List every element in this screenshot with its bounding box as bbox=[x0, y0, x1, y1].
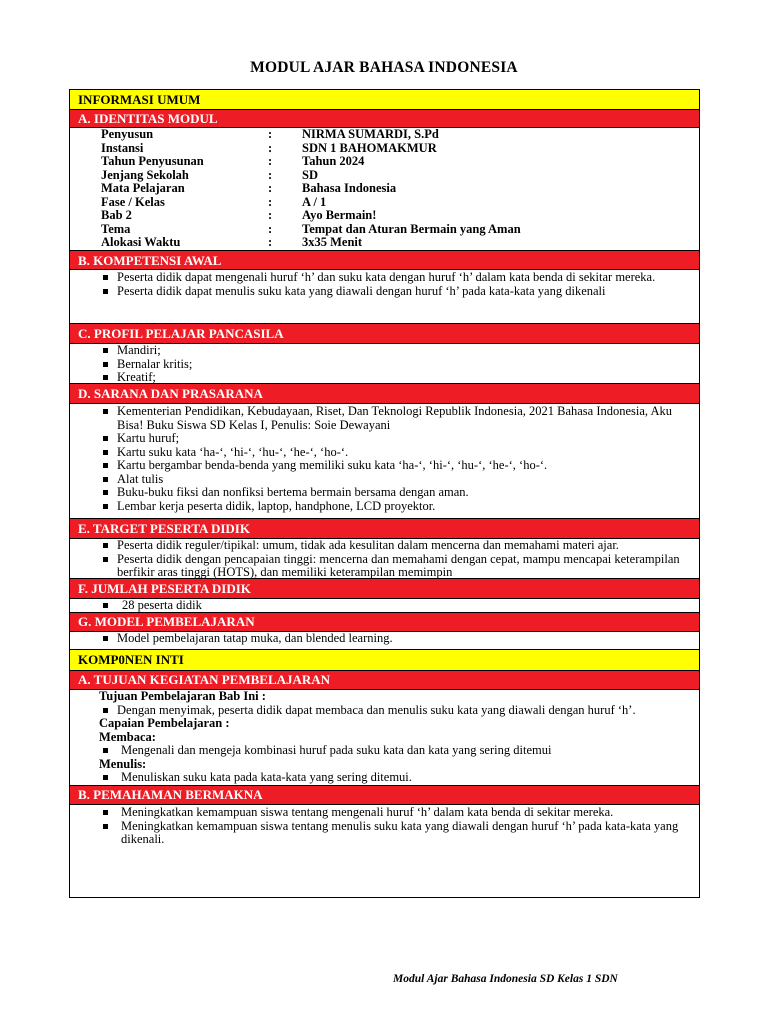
sarana-prasarana-header: D. SARANA DAN PRASARANA bbox=[70, 384, 699, 404]
jumlah-peserta-section bbox=[70, 599, 699, 613]
komponen-inti-header: KOMP0NEN INTI bbox=[70, 650, 699, 671]
target-peserta-section bbox=[70, 539, 699, 579]
list-item: Alat tulis bbox=[70, 473, 699, 487]
kompetensi-awal-header: B. KOMPETENSI AWAL bbox=[70, 250, 699, 270]
list-item: Meningkatkan kemampuan siswa tentang mengenali huruf ‘h’ dalam kata benda di sekitar mereka. bbox=[70, 806, 699, 820]
subheading: Tujuan Pembelajaran Bab Ini : bbox=[99, 689, 266, 703]
list-item: 28 peserta didik bbox=[70, 599, 699, 613]
pemahaman-bermakna-header: B. PEMAHAMAN BERMAKNA bbox=[70, 786, 699, 805]
list-item: Mengenali dan mengeja kombinasi huruf pada suku kata dan kata yang sering ditemui bbox=[70, 744, 699, 758]
list-item: Peserta didik dapat mengenali huruf ‘h’ dan suku kata dengan huruf ‘h’ dalam kata benda di sekitar mereka. bbox=[70, 271, 699, 285]
page-footer: Modul Ajar Bahasa Indonesia SD Kelas 1 SDN bbox=[393, 973, 618, 985]
sarana-prasarana-section bbox=[70, 404, 699, 519]
module-table bbox=[69, 89, 700, 898]
list-item: Model pembelajaran tatap muka, dan blended learning. bbox=[70, 632, 699, 646]
list-item: Meningkatkan kemampuan siswa tentang menulis suku kata yang diawali dengan huruf ‘h’ pada kata-kata yang dikenali. bbox=[70, 820, 699, 847]
list-item: Mandiri; bbox=[70, 344, 699, 358]
list-item: Buku-buku fiksi dan nonfiksi bertema bermain bersama dengan aman. bbox=[70, 486, 699, 500]
list-item: Bernalar kritis; bbox=[70, 358, 699, 372]
model-pembelajaran-header: G. MODEL PEMBELAJARAN bbox=[70, 613, 699, 632]
list-item: Peserta didik dengan pencapaian tinggi: mencerna dan memahami dengan cepat, mampu mencapai keterampilan berfikir aras tinggi (HOTS), dan memiliki keterampilan memimpin bbox=[70, 553, 699, 580]
list-item: Lembar kerja peserta didik, laptop, handphone, LCD proyektor. bbox=[70, 500, 699, 514]
subheading: Membaca: bbox=[99, 729, 156, 744]
subheading: Menulis: bbox=[99, 756, 147, 771]
list-item: Kreatif; bbox=[70, 371, 699, 385]
target-peserta-header: E. TARGET PESERTA DIDIK bbox=[70, 519, 699, 539]
identitas-row: Mata Pelajaran : Bahasa Indonesia bbox=[101, 181, 397, 195]
identitas-row: Fase / Kelas : A / 1 bbox=[101, 194, 327, 209]
identitas-row: Bab 2 : Ayo Bermain! bbox=[101, 208, 377, 222]
tujuan-kegiatan-header: A. TUJUAN KEGIATAN PEMBELAJARAN bbox=[70, 671, 699, 690]
list-item: Kartu suku kata ‘ha-‘, ‘hi-‘, ‘hu-‘, ‘he-‘, ‘ho-‘. bbox=[70, 446, 699, 460]
identitas-row: Penyusun : NIRMA SUMARDI, S.Pd bbox=[101, 127, 439, 141]
pemahaman-bermakna-section bbox=[70, 805, 699, 897]
identitas-row: Alokasi Waktu : 3x35 Menit bbox=[101, 235, 363, 249]
identitas-modul-header: A. IDENTITAS MODUL bbox=[70, 110, 699, 128]
list-item: Kementerian Pendidikan, Kebudayaan, Riset, Dan Teknologi Republik Indonesia, 2021 Bahasa Indonesia, Aku Bisa! Buku Siswa SD Kelas I, Penulis: Soie Dewayani bbox=[70, 405, 699, 432]
identitas-row: Jenjang Sekolah : SD bbox=[101, 167, 318, 182]
list-item: Dengan menyimak, peserta didik dapat membaca dan menulis suku kata yang diawali dengan huruf ‘h’. bbox=[70, 704, 699, 718]
list-item: Kartu huruf; bbox=[70, 432, 699, 446]
jumlah-peserta-header: F. JUMLAH PESERTA DIDIK bbox=[70, 579, 699, 599]
informasi-umum-header: INFORMASI UMUM bbox=[70, 90, 699, 110]
identitas-row: Instansi : SDN 1 BAHOMAKMUR bbox=[101, 140, 437, 155]
document-title: MODUL AJAR BAHASA INDONESIA bbox=[250, 59, 518, 76]
tujuan-kegiatan-section bbox=[70, 690, 699, 786]
model-pembelajaran-section bbox=[70, 632, 699, 650]
identitas-row: Tema : Tempat dan Aturan Bermain yang Aman bbox=[101, 221, 521, 236]
subheading: Capaian Pembelajaran : bbox=[99, 716, 230, 730]
list-item: Peserta didik dapat menulis suku kata yang diawali dengan huruf ‘h’ pada kata-kata yang dikenali bbox=[70, 285, 699, 299]
kompetensi-awal-section bbox=[70, 270, 699, 324]
profil-pancasila-header: C. PROFIL PELAJAR PANCASILA bbox=[70, 324, 699, 344]
list-item: Menuliskan suku kata pada kata-kata yang sering ditemui. bbox=[70, 771, 699, 785]
list-item: Peserta didik reguler/tipikal: umum, tidak ada kesulitan dalam mencerna dan memahami materi ajar. bbox=[70, 539, 699, 553]
identitas-row: Tahun Penyusunan : Tahun 2024 bbox=[101, 154, 365, 168]
profil-pancasila-section bbox=[70, 344, 699, 384]
list-item: Kartu bergambar benda-benda yang memiliki suku kata ‘ha-‘, ‘hi-‘, ‘hu-‘, ‘he-‘, ‘ho-‘. bbox=[70, 459, 699, 473]
